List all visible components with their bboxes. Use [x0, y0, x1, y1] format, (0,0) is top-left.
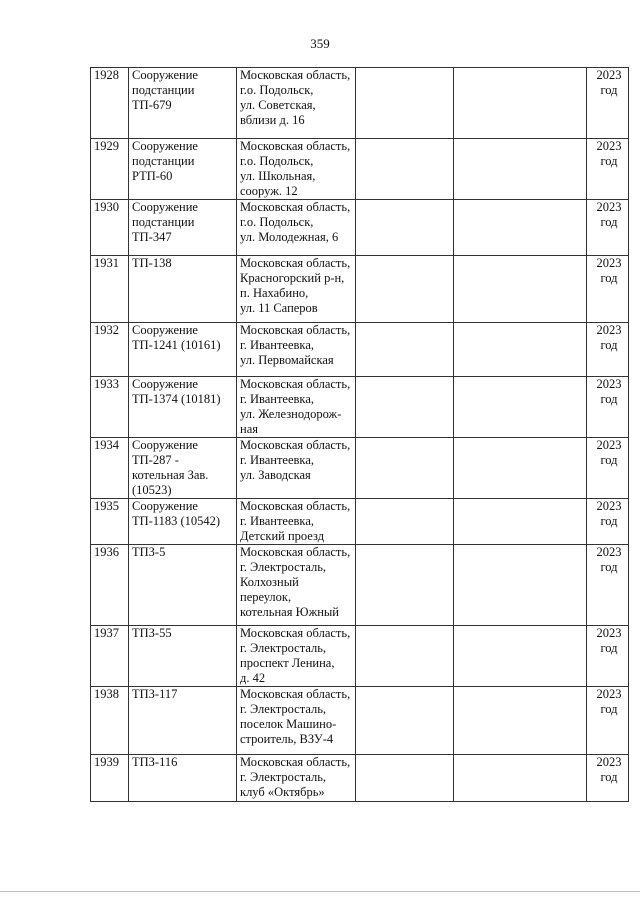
table-row: [91, 256, 629, 323]
year-cell-line: 2023: [596, 499, 622, 513]
empty-cell: [454, 256, 587, 323]
table-row: [91, 323, 629, 377]
year-cell-line: год: [600, 338, 618, 352]
empty-cell: [356, 545, 454, 626]
row-number-cell: 1938: [91, 687, 129, 755]
year-cell-line: год: [600, 770, 618, 784]
object-name-cell-line: ТП-347: [132, 230, 172, 244]
address-cell-line: поселок Машино-: [240, 717, 337, 731]
object-name-cell-line: РТП-60: [132, 169, 173, 183]
empty-cell: [356, 323, 454, 377]
object-name-cell-line: Сооружение: [132, 323, 198, 337]
object-name-cell-line: ТП-679: [132, 98, 172, 112]
year-cell: [587, 755, 629, 802]
year-cell-line: год: [600, 154, 618, 168]
object-name-cell: [129, 377, 237, 438]
object-name-cell: [129, 499, 237, 545]
address-cell-line: ул. Молодежная, 6: [240, 230, 339, 244]
table-row: [91, 68, 629, 139]
address-cell-line: Московская область,: [240, 755, 351, 769]
object-name-cell-line: Сооружение: [132, 438, 198, 452]
address-cell-line: г. Ивантеевка,: [240, 338, 314, 352]
registry-table: [90, 67, 629, 802]
empty-cell: [454, 377, 587, 438]
address-cell: [237, 377, 356, 438]
year-cell: [587, 256, 629, 323]
object-name-cell-line: подстанции: [132, 83, 195, 97]
address-cell-line: вблизи д. 16: [240, 113, 305, 127]
address-cell-line: ул. Первомайская: [240, 353, 334, 367]
address-cell-line: ул. Заводская: [240, 468, 311, 482]
empty-cell: [454, 755, 587, 802]
address-cell-line: Московская область,: [240, 499, 351, 513]
address-cell-line: г. Ивантеевка,: [240, 514, 314, 528]
object-name-cell-line: ТП-287 -: [132, 453, 179, 467]
year-cell-line: 2023: [596, 256, 622, 270]
address-cell-line: ная: [240, 422, 258, 436]
empty-cell: [454, 545, 587, 626]
table-row: [91, 626, 629, 687]
address-cell: [237, 200, 356, 256]
address-cell: [237, 687, 356, 755]
object-name-cell-line: ТПЗ-116: [132, 755, 178, 769]
address-cell: [237, 139, 356, 200]
address-cell-line: клуб «Октябрь»: [240, 785, 325, 799]
address-cell-line: строитель, ВЗУ-4: [240, 732, 334, 746]
table-row: [91, 438, 629, 499]
address-cell-line: Московская область,: [240, 545, 351, 559]
address-cell-line: Московская область,: [240, 377, 351, 391]
year-cell: [587, 323, 629, 377]
empty-cell: [356, 256, 454, 323]
registry-table-body: [91, 68, 629, 802]
object-name-cell: [129, 626, 237, 687]
row-number-cell: 1933: [91, 377, 129, 438]
row-number-cell: 1928: [91, 68, 129, 139]
year-cell-line: 2023: [596, 200, 622, 214]
object-name-cell-line: (10523): [132, 483, 172, 497]
address-cell-line: г.о. Подольск,: [240, 154, 314, 168]
empty-cell: [454, 200, 587, 256]
address-cell-line: Московская область,: [240, 687, 351, 701]
object-name-cell: [129, 256, 237, 323]
table-row: [91, 139, 629, 200]
table-row: [91, 545, 629, 626]
address-cell-line: Московская область,: [240, 438, 351, 452]
address-cell-line: г. Электросталь,: [240, 702, 327, 716]
year-cell-line: год: [600, 641, 618, 655]
address-cell-line: Колхозный: [240, 575, 299, 589]
object-name-cell: [129, 200, 237, 256]
address-cell: [237, 545, 356, 626]
year-cell: [587, 139, 629, 200]
empty-cell: [454, 626, 587, 687]
year-cell: [587, 626, 629, 687]
empty-cell: [356, 755, 454, 802]
empty-cell: [356, 68, 454, 139]
address-cell-line: ул. Школьная,: [240, 169, 316, 183]
year-cell: [587, 438, 629, 499]
object-name-cell: [129, 139, 237, 200]
empty-cell: [356, 139, 454, 200]
year-cell-line: год: [600, 271, 618, 285]
row-number-cell: 1929: [91, 139, 129, 200]
row-number-cell: 1932: [91, 323, 129, 377]
address-cell-line: Московская область,: [240, 626, 351, 640]
address-cell-line: г. Ивантеевка,: [240, 453, 314, 467]
object-name-cell-line: ТПЗ-5: [132, 545, 166, 559]
address-cell-line: ул. Советская,: [240, 98, 316, 112]
address-cell-line: г. Электросталь,: [240, 770, 327, 784]
empty-cell: [356, 626, 454, 687]
table-row: [91, 200, 629, 256]
object-name-cell-line: ТП-1374 (10181): [132, 392, 221, 406]
year-cell-line: год: [600, 702, 618, 716]
address-cell-line: переулок,: [240, 590, 292, 604]
row-number-cell: 1930: [91, 200, 129, 256]
year-cell: [587, 68, 629, 139]
address-cell: [237, 323, 356, 377]
year-cell-line: 2023: [596, 438, 622, 452]
address-cell-line: д. 42: [240, 671, 266, 685]
year-cell-line: год: [600, 392, 618, 406]
object-name-cell: [129, 438, 237, 499]
empty-cell: [454, 139, 587, 200]
empty-cell: [356, 200, 454, 256]
table-row: [91, 499, 629, 545]
address-cell: [237, 499, 356, 545]
object-name-cell-line: подстанции: [132, 154, 195, 168]
object-name-cell: [129, 755, 237, 802]
year-cell-line: 2023: [596, 139, 622, 153]
row-number-cell: 1934: [91, 438, 129, 499]
object-name-cell-line: ТП-1241 (10161): [132, 338, 221, 352]
year-cell: [587, 499, 629, 545]
address-cell-line: ул. 11 Саперов: [240, 301, 318, 315]
object-name-cell-line: котельная Зав.: [132, 468, 209, 482]
year-cell-line: год: [600, 514, 618, 528]
object-name-cell-line: Сооружение: [132, 139, 198, 153]
year-cell: [587, 545, 629, 626]
object-name-cell: [129, 687, 237, 755]
bottom-rule: [0, 891, 640, 892]
empty-cell: [356, 687, 454, 755]
address-cell-line: Московская область,: [240, 139, 351, 153]
object-name-cell-line: ТП-1183 (10542): [132, 514, 221, 528]
row-number-cell: 1937: [91, 626, 129, 687]
empty-cell: [356, 377, 454, 438]
address-cell-line: ул. Железнодорож-: [240, 407, 342, 421]
page-number: 359: [310, 36, 330, 51]
object-name-cell: [129, 545, 237, 626]
address-cell-line: г. Электросталь,: [240, 641, 327, 655]
address-cell: [237, 626, 356, 687]
year-cell-line: год: [600, 453, 618, 467]
year-cell: [587, 200, 629, 256]
address-cell-line: сооруж. 12: [240, 184, 298, 198]
year-cell-line: год: [600, 560, 618, 574]
year-cell-line: 2023: [596, 545, 622, 559]
address-cell-line: Московская область,: [240, 323, 351, 337]
object-name-cell-line: Сооружение: [132, 377, 198, 391]
row-number-cell: 1939: [91, 755, 129, 802]
year-cell-line: 2023: [596, 377, 622, 391]
empty-cell: [356, 499, 454, 545]
empty-cell: [454, 687, 587, 755]
table-row: [91, 755, 629, 802]
object-name-cell-line: ТП-138: [132, 256, 172, 270]
year-cell-line: 2023: [596, 626, 622, 640]
object-name-cell-line: Сооружение: [132, 68, 198, 82]
row-number-cell: 1935: [91, 499, 129, 545]
address-cell-line: г.о. Подольск,: [240, 215, 314, 229]
address-cell-line: Детский проезд: [240, 529, 325, 543]
empty-cell: [454, 68, 587, 139]
empty-cell: [454, 323, 587, 377]
year-cell-line: год: [600, 215, 618, 229]
object-name-cell-line: подстанции: [132, 215, 195, 229]
address-cell-line: Московская область,: [240, 256, 351, 270]
address-cell: [237, 256, 356, 323]
address-cell-line: Московская область,: [240, 68, 351, 82]
year-cell-line: 2023: [596, 68, 622, 82]
year-cell-line: 2023: [596, 687, 622, 701]
address-cell-line: п. Нахабино,: [240, 286, 309, 300]
object-name-cell: [129, 68, 237, 139]
object-name-cell-line: ТПЗ-55: [132, 626, 172, 640]
address-cell-line: г. Ивантеевка,: [240, 392, 314, 406]
object-name-cell: [129, 323, 237, 377]
address-cell-line: Московская область,: [240, 200, 351, 214]
address-cell-line: г.о. Подольск,: [240, 83, 314, 97]
address-cell-line: Красногорский р-н,: [240, 271, 345, 285]
table-row: [91, 377, 629, 438]
row-number-cell: 1931: [91, 256, 129, 323]
object-name-cell-line: Сооружение: [132, 499, 198, 513]
empty-cell: [454, 438, 587, 499]
empty-cell: [454, 499, 587, 545]
address-cell: [237, 68, 356, 139]
address-cell-line: проспект Ленина,: [240, 656, 335, 670]
object-name-cell-line: ТПЗ-117: [132, 687, 178, 701]
year-cell-line: 2023: [596, 755, 622, 769]
year-cell: [587, 377, 629, 438]
address-cell-line: котельная Южный: [240, 605, 339, 619]
year-cell-line: 2023: [596, 323, 622, 337]
row-number-cell: 1936: [91, 545, 129, 626]
object-name-cell-line: Сооружение: [132, 200, 198, 214]
address-cell: [237, 438, 356, 499]
address-cell: [237, 755, 356, 802]
address-cell-line: г. Электросталь,: [240, 560, 327, 574]
table-row: [91, 687, 629, 755]
year-cell-line: год: [600, 83, 618, 97]
empty-cell: [356, 438, 454, 499]
year-cell: [587, 687, 629, 755]
